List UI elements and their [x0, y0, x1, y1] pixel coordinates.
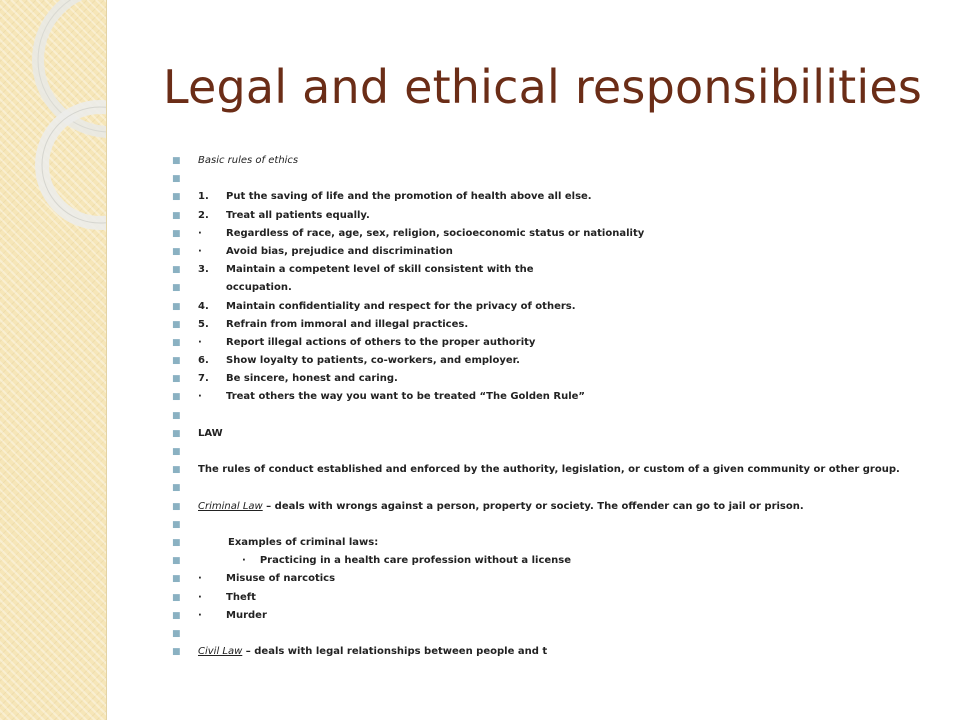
dot-marker: · — [198, 609, 202, 621]
list-item — [172, 279, 900, 297]
dot-marker: · — [198, 336, 202, 348]
bullet-icon: ■ — [172, 592, 181, 603]
list-item — [172, 225, 900, 243]
content-list — [172, 152, 900, 661]
list-item — [172, 552, 900, 570]
bullet-icon: ■ — [172, 483, 181, 494]
list-item — [172, 261, 900, 279]
bullet-icon: ■ — [172, 428, 181, 439]
criminal-law-definition: – deals with wrongs against a person, property or society. The offender can go to jail or prison. — [262, 500, 804, 512]
bullet-icon: ■ — [172, 574, 181, 585]
list-item — [172, 352, 900, 370]
bullet-icon: ■ — [172, 501, 181, 512]
bullet-icon: ■ — [172, 301, 181, 312]
rule-text: Refrain from immoral and illegal practices. — [226, 318, 469, 330]
bullet-icon: ■ — [172, 465, 181, 476]
bullet-icon: ■ — [172, 337, 181, 348]
rule-text: Put the saving of life and the promotion of health above all else. — [226, 191, 592, 203]
example-text: Practicing in a health care profession without a license — [259, 555, 572, 567]
examples-heading: Examples of criminal laws: — [228, 536, 379, 548]
dot-marker: · — [198, 591, 202, 603]
dot-marker: · — [198, 227, 202, 239]
civil-law-term: Civil Law — [198, 646, 243, 658]
bullet-icon: ■ — [172, 392, 181, 403]
decorative-sidebar — [0, 0, 107, 720]
example-text: Theft — [226, 591, 256, 603]
list-item — [172, 516, 900, 534]
bullet-icon: ■ — [172, 210, 181, 221]
example-text: Misuse of narcotics — [226, 573, 336, 585]
criminal-law-term: Criminal Law — [198, 500, 263, 512]
list-item — [172, 152, 900, 170]
list-number: 5. — [198, 318, 209, 330]
decorative-rings — [0, 0, 106, 720]
section-heading: Basic rules of ethics — [198, 155, 299, 166]
list-item — [172, 170, 900, 188]
civil-law-definition: – deals with legal relationships between people and t — [242, 646, 548, 658]
bullet-icon: ■ — [172, 519, 181, 530]
bullet-icon: ■ — [172, 610, 181, 621]
list-item — [172, 370, 900, 388]
bullet-icon: ■ — [172, 556, 181, 567]
rule-text: Treat all patients equally. — [226, 209, 370, 221]
dot-marker: · — [242, 555, 246, 567]
rule-text: Regardless of race, age, sex, religion, socioeconomic status or nationality — [226, 227, 645, 239]
bullet-icon: ■ — [172, 447, 181, 457]
list-item — [172, 316, 900, 334]
list-number: 2. — [198, 209, 209, 221]
rule-text: Report illegal actions of others to the proper authority — [226, 336, 536, 348]
bullet-icon: ■ — [172, 246, 181, 257]
bullet-icon: ■ — [172, 319, 181, 330]
list-number: 7. — [198, 373, 209, 385]
bullet-icon: ■ — [172, 410, 181, 421]
bullet-icon: ■ — [172, 537, 181, 548]
section-heading: LAW — [198, 427, 223, 439]
list-number: 1. — [198, 191, 209, 203]
list-item — [172, 479, 900, 497]
list-item — [172, 425, 900, 443]
dot-marker: · — [198, 245, 202, 257]
list-item — [172, 443, 900, 461]
list-item — [172, 388, 900, 406]
bullet-icon: ■ — [172, 628, 181, 639]
list-item — [172, 188, 900, 206]
list-item — [172, 589, 900, 607]
list-number: 3. — [198, 264, 209, 276]
list-item — [172, 498, 900, 516]
bullet-icon: ■ — [172, 174, 181, 185]
list-item — [172, 461, 900, 479]
bullet-icon: ■ — [172, 356, 181, 367]
bullet-icon: ■ — [172, 156, 181, 166]
list-item — [172, 570, 900, 588]
rule-text: Be sincere, honest and caring. — [226, 373, 398, 385]
bullet-icon: ■ — [172, 374, 181, 385]
list-item — [172, 534, 900, 552]
list-item — [172, 625, 900, 643]
dot-marker: · — [198, 573, 202, 585]
bullet-icon: ■ — [172, 228, 181, 239]
law-definition: The rules of conduct established and enforced by the authority, legislation, or custom of a given community or other group. — [198, 464, 900, 476]
rule-text: occupation. — [226, 282, 292, 294]
list-number: 6. — [198, 355, 209, 367]
list-item — [172, 243, 900, 261]
list-item — [172, 607, 900, 625]
bullet-icon: ■ — [172, 647, 181, 658]
rule-text: Avoid bias, prejudice and discrimination — [226, 245, 453, 257]
list-number: 4. — [198, 300, 209, 312]
list-item — [172, 298, 900, 316]
slide-title: Legal and ethical responsibilities — [163, 60, 923, 114]
list-item — [172, 407, 900, 425]
list-item — [172, 207, 900, 225]
rule-text: Treat others the way you want to be treated “The Golden Rule” — [226, 391, 585, 403]
bullet-icon: ■ — [172, 192, 181, 203]
bullet-icon: ■ — [172, 283, 181, 294]
list-item — [172, 334, 900, 352]
dot-marker: · — [198, 391, 202, 403]
rule-text: Maintain confidentiality and respect for the privacy of others. — [226, 300, 576, 312]
rule-text: Show loyalty to patients, co-workers, and employer. — [226, 355, 520, 367]
list-item — [172, 643, 900, 661]
rule-text: Maintain a competent level of skill consistent with the — [226, 264, 534, 276]
example-text: Murder — [226, 609, 267, 621]
bullet-icon: ■ — [172, 265, 181, 276]
